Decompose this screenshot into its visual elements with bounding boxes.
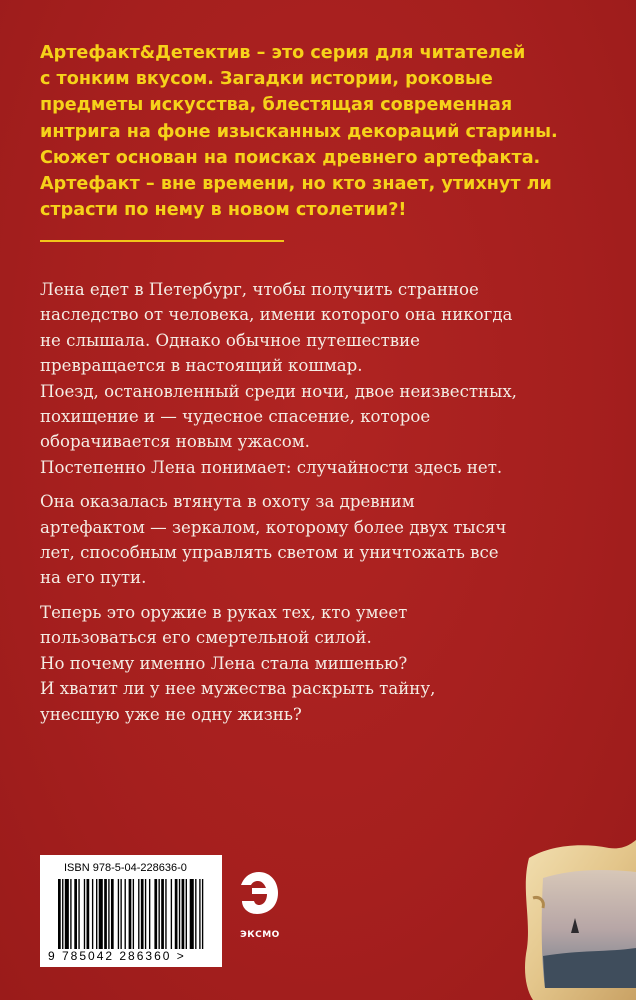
barcode-bar [62, 879, 63, 949]
tagline-line: Сюжет основан на поисках древнего артефакта. [40, 147, 541, 168]
barcode-bar [99, 879, 103, 949]
barcode-bar [111, 879, 114, 949]
blurb-line: Лена едет в Петербург, чтобы получить странное [40, 280, 479, 299]
publisher-name: ЭКСМО [240, 930, 280, 940]
barcode-bar [133, 879, 134, 949]
barcode-bar [65, 879, 69, 949]
tagline-line: с тонким вкусом. Загадки истории, роковые [40, 69, 493, 90]
blurb-line: Поезд, остановленный среди ночи, двое неизвестных, [40, 381, 517, 401]
barcode-bar [108, 879, 109, 949]
divider-line [40, 240, 284, 242]
barcode-bar [120, 879, 121, 949]
blurb-line: на его пути. [40, 568, 147, 588]
barcode-bar [84, 879, 85, 949]
blurb-paragraph [40, 600, 600, 727]
blurb-line: Но почему именно Лена стала мишенью? [40, 653, 408, 673]
blurb-line: Она оказалась втянута в охоту за древним [40, 492, 415, 512]
barcode-bar [190, 879, 194, 949]
barcode-bars [58, 879, 206, 949]
blurb-line: не слышала. Однако обычное путешествие [40, 330, 420, 350]
barcode-bar [78, 879, 79, 949]
barcode-bar [171, 879, 172, 949]
blurb-line: похищение и — чудесное спасение, которое [40, 407, 431, 427]
blurb-line: Постепенно Лена понимает: случайности здесь нет. [40, 457, 503, 477]
ean-digits: 9 785042 286360 > [48, 949, 186, 963]
barcode-bar [125, 879, 126, 949]
tagline-line: Артефакт – вне времени, но кто знает, утихнут ли [40, 174, 552, 195]
blurb-paragraph [40, 277, 600, 480]
blurb-line: наследство от человека, имени которого она никогда [40, 305, 513, 325]
barcode-bar [161, 879, 164, 949]
barcode-bar [141, 879, 144, 949]
barcode-bar [179, 879, 180, 949]
tagline-line: Артефакт&Детектив – это серия для читателей [40, 43, 526, 63]
barcode-bar [145, 879, 146, 949]
barcode-bar [58, 879, 61, 949]
blurb-line: лет, способным управлять светом и уничтожать все [40, 543, 499, 563]
blurb-paragraph [40, 489, 600, 591]
barcode-bar [154, 879, 157, 949]
blurb-line: оборачивается новым ужасом. [40, 432, 310, 452]
isbn-number: ISBN 978-5-04-228636-0 [64, 862, 187, 874]
barcode-bar [74, 879, 77, 949]
blurb-line: превращается в настоящий кошмар. [40, 356, 363, 376]
barcode-bar [158, 879, 159, 949]
tagline-line: страсти по нему в новом столетии?! [40, 200, 407, 221]
tagline-line: интрига на фоне изысканных декораций старины. [40, 121, 558, 142]
blurb-line: артефактом — зеркалом, которому более двух тысяч [40, 517, 507, 537]
barcode-bar [70, 879, 71, 949]
book-blurb [40, 277, 600, 727]
barcode-bar [138, 879, 139, 949]
parchment-scroll-image [519, 838, 636, 1000]
barcode-bar [202, 879, 203, 949]
barcode-bar [96, 879, 97, 949]
barcode-label [40, 855, 222, 967]
barcode-bar [182, 879, 185, 949]
blurb-line: И хватит ли у нее мужества раскрыть тайну, [40, 679, 436, 699]
barcode-bar [195, 879, 196, 949]
blurb-line: пользоваться его смертельной силой. [40, 628, 372, 648]
barcode-bar [129, 879, 132, 949]
blurb-line: Теперь это оружие в руках тех, кто умеет [40, 602, 408, 622]
barcode-bar [175, 879, 178, 949]
barcode-bar [165, 879, 166, 949]
barcode-bar [186, 879, 187, 949]
barcode-bar [104, 879, 107, 949]
barcode-bar [87, 879, 90, 949]
barcode-bar [199, 879, 200, 949]
series-tagline [40, 40, 600, 223]
barcode-bar [92, 879, 93, 949]
tagline-line: предметы искусства, блестящая современная [40, 95, 513, 116]
barcode-bar [118, 879, 119, 949]
blurb-line: унесшую уже не одну жизнь? [40, 704, 302, 724]
barcode-bar [149, 879, 150, 949]
